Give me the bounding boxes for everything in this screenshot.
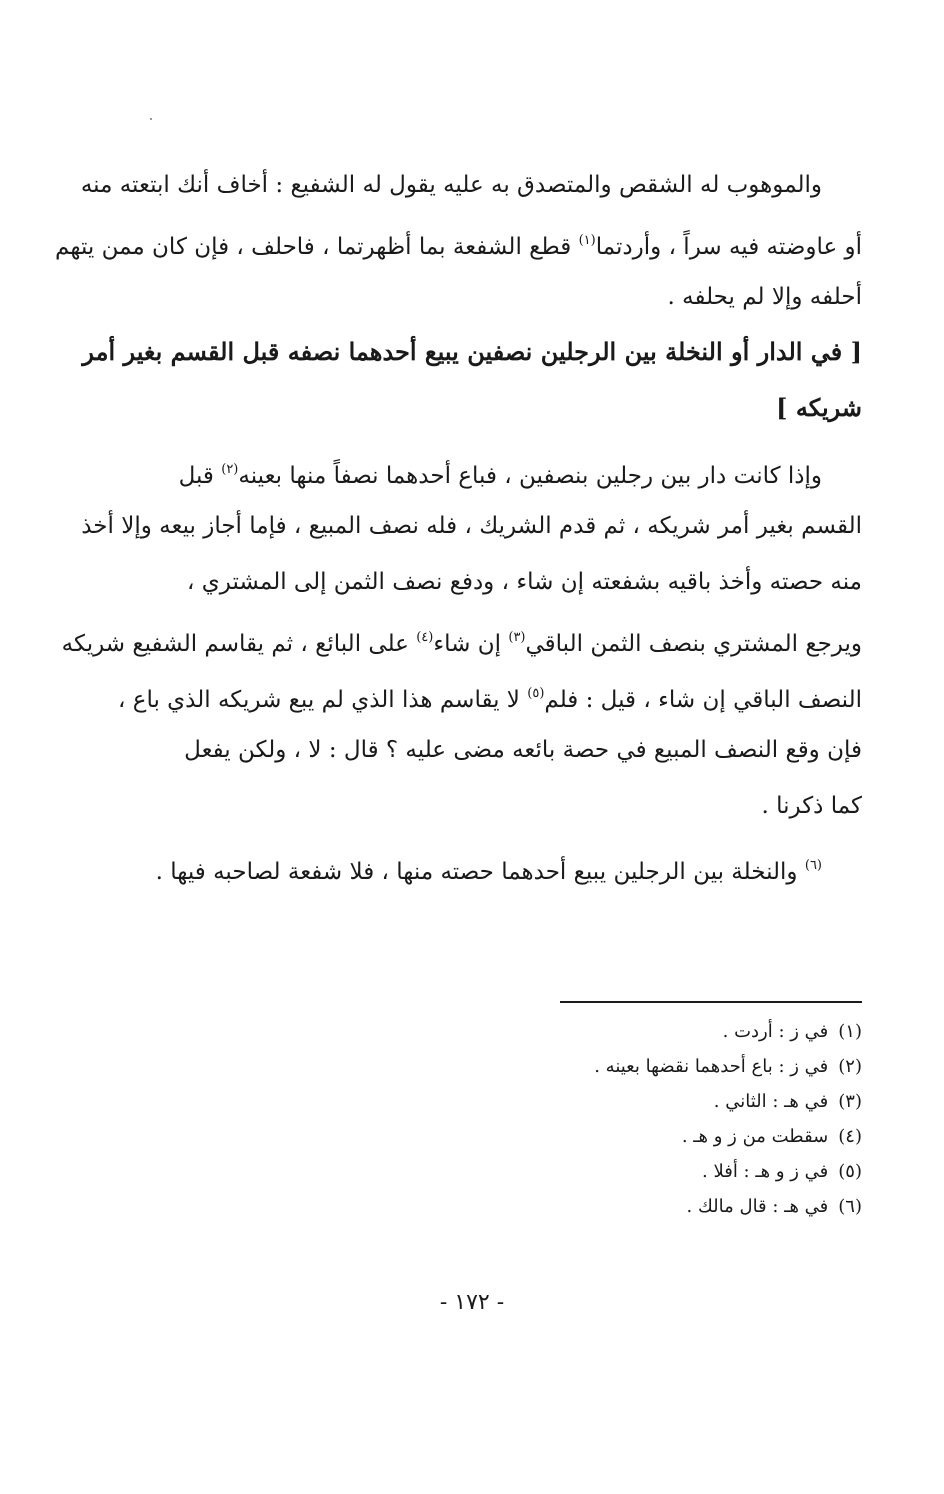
footnote-number: (٤): [838, 1126, 862, 1147]
footnote-text: في هـ : الثاني .: [713, 1091, 829, 1112]
footnote-ref-6[interactable]: (٦): [804, 858, 822, 873]
paragraph-1-line-2-start: أو عاوضته فيه سراً ، وأردتما: [595, 234, 862, 260]
section-heading-line-1: [ في الدار أو النخلة بين الرجلين نصفين يبيع أحدهما نصفه قبل القسم بغير أمر: [82, 337, 862, 366]
paragraph-2: [61, 442, 862, 834]
footnote-text: سقطت من ز و هـ .: [681, 1126, 829, 1147]
paragraph-1: [55, 157, 862, 325]
paragraph-2-line-7: كما ذكرنا .: [761, 793, 862, 819]
paragraph-2-line-6: فإن وقع النصف المبيع في حصة بائعه مضى عليه ؟ قال : لا ، ولكن يفعل: [184, 737, 862, 763]
footnote-item: [400, 1049, 862, 1084]
footnote-item: [400, 1154, 862, 1189]
paragraph-2-line-4-c: على البائع ، ثم يقاسم الشفيع شريكه: [61, 631, 417, 657]
paragraph-2-line-2: القسم بغير أمر شريكه ، ثم قدم الشريك ، فله نصف المبيع ، فإما أجاز بيعه وإلا أخذ: [81, 513, 862, 539]
footnote-number: (١): [838, 1021, 862, 1042]
footnote-text: في ز : باع أحدهما نقضها بعينه .: [594, 1056, 829, 1077]
footnote-ref-2[interactable]: (٢): [221, 462, 239, 477]
paragraph-3-line-1: [66, 838, 862, 894]
footnote-item: [400, 1189, 862, 1224]
paragraph-3-text: والنخلة بين الرجلين يبيع أحدهما حصته منها ، فلا شفعة لصاحبه فيها .: [155, 859, 805, 885]
paragraph-2-line-4-b: إن شاء: [433, 631, 509, 657]
footnote-text: في ز : أردت .: [722, 1021, 829, 1042]
scan-speck: [150, 118, 152, 120]
page-number: - ١٧٢ -: [439, 1290, 505, 1315]
footnote-text: في ز و هـ : أفلا .: [702, 1161, 829, 1182]
section-heading-line-2: شريكه ]: [776, 393, 862, 422]
paragraph-2-line-5: [66, 666, 862, 722]
paragraph-2-line-1: [66, 442, 862, 498]
footnote-number: (٥): [838, 1161, 862, 1182]
footnote-number: (٢): [838, 1056, 862, 1077]
paragraph-1-line-2-rest: قطع الشفعة بما أظهرتما ، فاحلف ، فإن كان ممن يتهم: [55, 234, 579, 260]
footnote-ref-3[interactable]: (٣): [508, 630, 526, 645]
paragraph-2-line-5-b: لا يقاسم هذا الذي لم يبع شريكه الذي باع ،: [118, 687, 528, 713]
footnote-item: [400, 1084, 862, 1119]
section-heading: [66, 324, 862, 436]
footnote-item: [400, 1119, 862, 1154]
paragraph-1-line-3: أحلفه وإلا لم يحلفه .: [667, 284, 862, 310]
paragraph-1-line-1: والموهوب له الشقص والمتصدق به عليه يقول له الشفيع : أخاف أنك ابتعته منه: [80, 172, 822, 198]
footnote-number: (٦): [838, 1196, 862, 1217]
footnote-number: (٣): [838, 1091, 862, 1112]
paragraph-2-line-3: منه حصته وأخذ باقيه بشفعته إن شاء ، ودفع نصف الثمن إلى المشتري ،: [187, 569, 862, 595]
paragraph-2-line-1-end: قبل: [178, 463, 222, 489]
footnote-ref-5[interactable]: (٥): [527, 686, 545, 701]
paragraph-2-line-5-a: النصف الباقي إن شاء ، قيل : فلم: [544, 687, 862, 713]
footnote-ref-4[interactable]: (٤): [416, 630, 434, 645]
footnote-text: في هـ : قال مالك .: [686, 1196, 829, 1217]
paragraph-3: [66, 838, 862, 894]
paragraph-1-line-2: [55, 213, 862, 269]
paragraph-2-line-4: [61, 610, 862, 666]
paragraph-2-line-4-a: ويرجع المشتري بنصف الثمن الباقي: [525, 631, 862, 657]
footnote-item: [400, 1014, 862, 1049]
footnote-ref-1[interactable]: (١): [578, 233, 596, 248]
footnotes: [400, 1014, 862, 1224]
footnote-divider: [560, 1001, 862, 1003]
paragraph-2-line-1-start: وإذا كانت دار بين رجلين بنصفين ، فباع أحدهما نصفاً منها بعينه: [238, 463, 822, 489]
